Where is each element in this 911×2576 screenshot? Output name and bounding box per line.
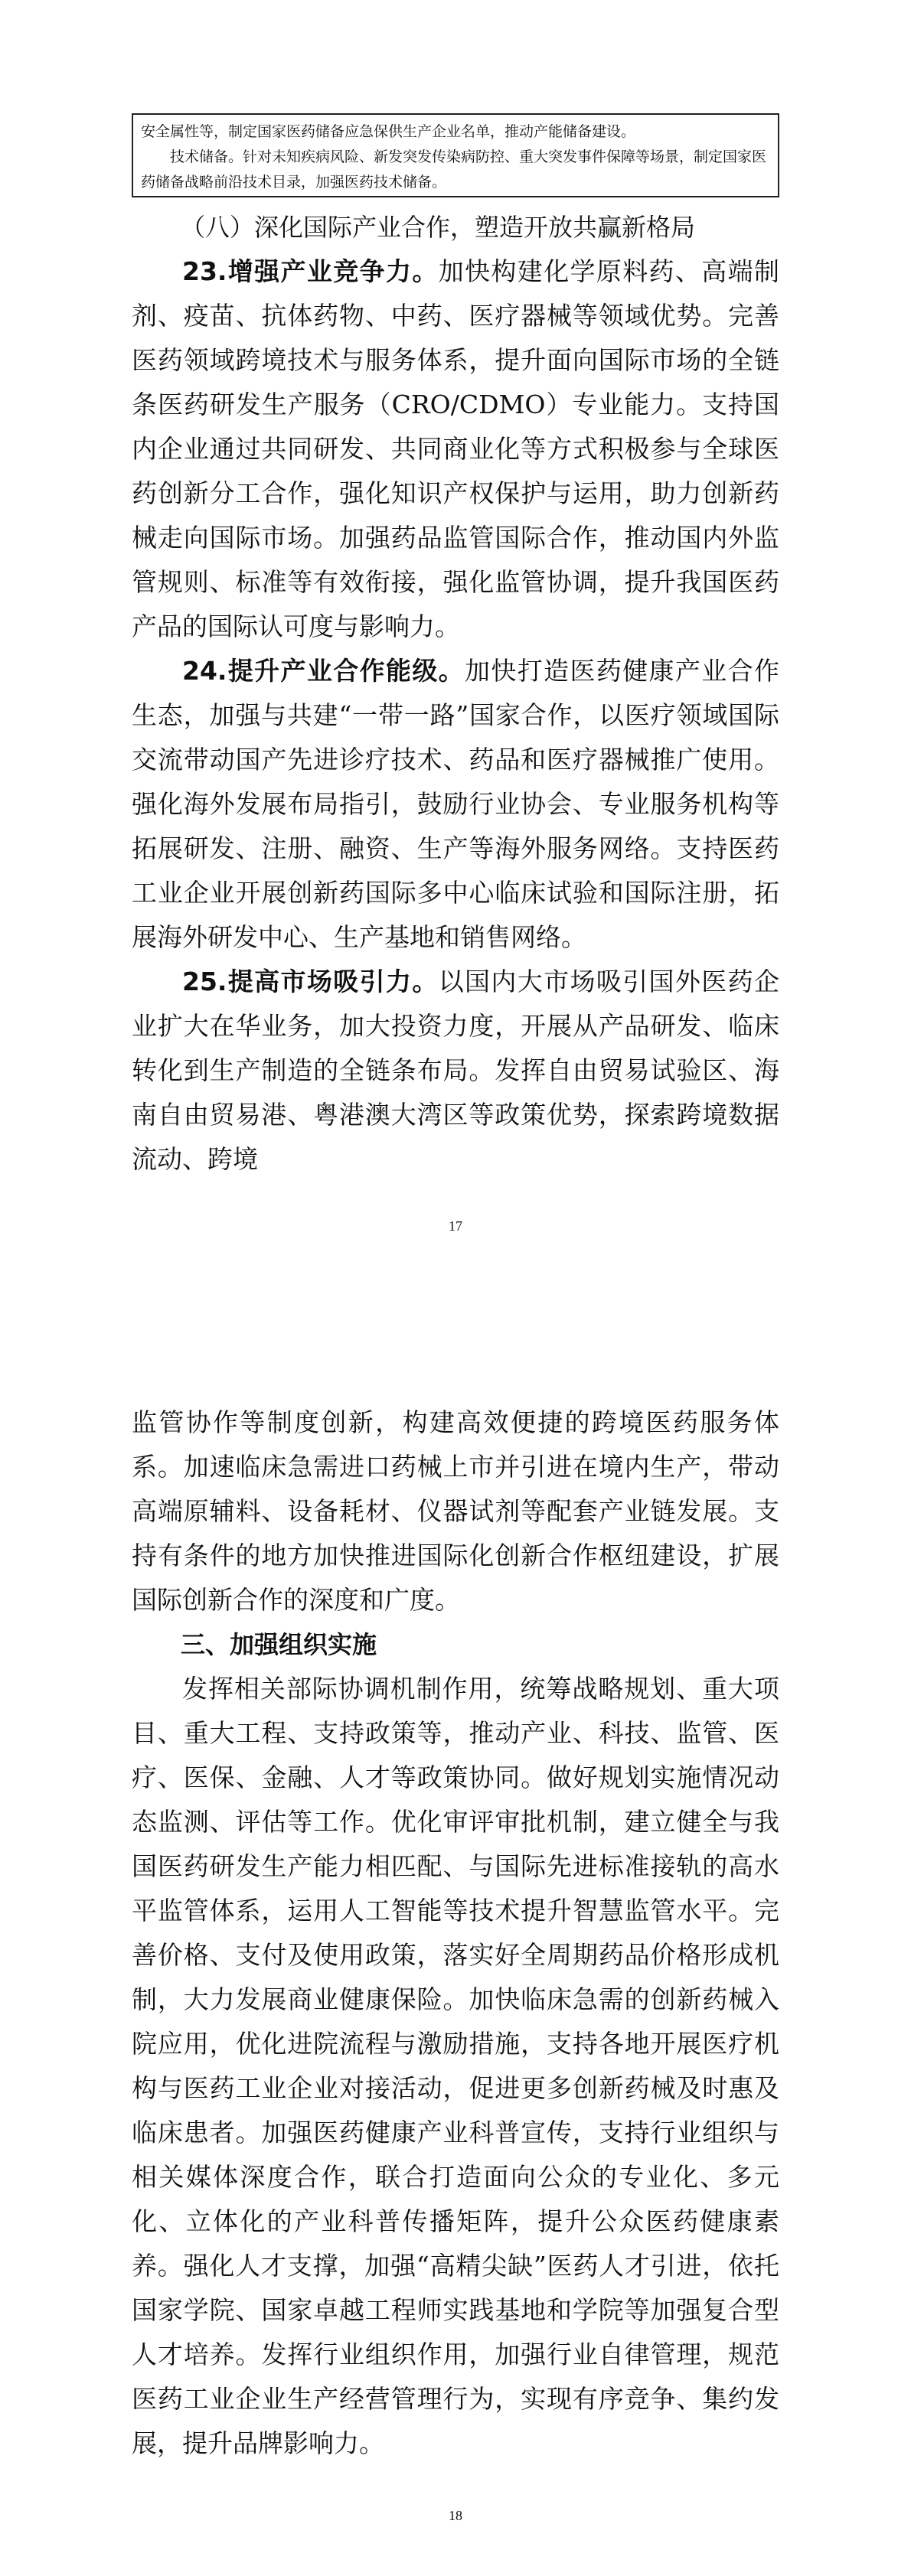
box-line-2-lead: 技术储备。 bbox=[170, 148, 243, 165]
boxed-note bbox=[132, 113, 779, 197]
item-25-text: 以国内大市场吸引国外医药企业扩大在华业务，加大投资力度，开展从产品研发、临床转化到生产制造的全链条布局。发挥自由贸易试验区、海南自由贸易港、粤港澳大湾区等政策优势，探索跨境数据流动、跨境 bbox=[132, 967, 779, 1174]
item-25 bbox=[132, 960, 779, 1182]
page-18 bbox=[0, 1288, 911, 2576]
box-line-1: 安全属性等，制定国家医药储备应急保供生产企业名单，推动产能储备建设。 bbox=[141, 123, 636, 140]
item-23-lead: 23.增强产业竞争力。 bbox=[182, 256, 439, 286]
section-heading-3: 三、加强组织实施 bbox=[181, 1630, 377, 1659]
page-number-18: 18 bbox=[449, 2508, 462, 2523]
item-24-lead: 24.提升产业合作能级。 bbox=[182, 656, 465, 686]
page-18-body bbox=[132, 1400, 779, 2466]
page-number-17: 17 bbox=[449, 1218, 462, 1234]
item-24 bbox=[132, 649, 779, 960]
implementation-paragraph: 发挥相关部际协调机制作用，统筹战略规划、重大项目、重大工程、支持政策等，推动产业、科技、监管、医疗、医保、金融、人才等政策协同。做好规划实施情况动态监测、评估等工作。优化审评审批机制，建立健全与我国医药研发生产能力相匹配、与国际先进标准接轨的高水平监管体系，运用人工智能等技术提升智慧监管水平。完善价格、支付及使用政策，落实好全周期药品价格形成机制，大力发展商业健康保险。加快临床急需的创新药械入院应用，优化进院流程与激励措施，支持各地开展医疗机构与医药工业企业对接活动，促进更多创新药械及时惠及临床患者。加强医药健康产业科普宣传，支持行业组织与相关媒体深度合作，联合打造面向公众的专业化、多元化、立体化的产业科普传播矩阵，提升公众医药健康素养。强化人才支撑，加强“高精尖缺”医药人才引进，依托国家学院、国家卓越工程师实践基地和学院等加强复合型人才培养。发挥行业组织作用，加强行业自律管理，规范医药工业企业生产经营管理行为，实现有序竞争、集约发展，提升品牌影响力。 bbox=[132, 1674, 779, 2458]
section-heading-8: （八）深化国际产业合作，塑造开放共赢新格局 bbox=[181, 213, 696, 242]
item-25-lead: 25.提高市场吸引力。 bbox=[182, 967, 439, 996]
item-23 bbox=[132, 249, 779, 649]
box-line-2-text: 针对未知疾病风险、新发突发传染病防控、重大突发事件保障等场景，制定国家医药储备战略前沿技术目录，加强医药技术储备。 bbox=[141, 148, 767, 191]
continuation-paragraph: 监管协作等制度创新，构建高效便捷的跨境医药服务体系。加速临床急需进口药械上市并引进在境内生产，带动高端原辅料、设备耗材、仪器试剂等配套产业链发展。支持有条件的地方加快推进国际化创新合作枢纽建设，扩展国际创新合作的深度和广度。 bbox=[132, 1407, 779, 1615]
page-17-body bbox=[132, 205, 779, 1182]
item-23-text: 加快构建化学原料药、高端制剂、疫苗、抗体药物、中药、医疗器械等领域优势。完善医药领域跨境技术与服务体系，提升面向国际市场的全链条医药研发生产服务（CRO/CDMO）专业能力。支持国内企业通过共同研发、共同商业化等方式积极参与全球医药创新分工合作，强化知识产权保护与运用，助力创新药械走向国际市场。加强药品监管国际合作，推动国内外监管规则、标准等有效衔接，强化监管协调，提升我国医药产品的国际认可度与影响力。 bbox=[132, 256, 779, 641]
item-24-text: 加快打造医药健康产业合作生态，加强与共建“一带一路”国家合作，以医疗领域国际交流带动国产先进诊疗技术、药品和医疗器械推广使用。强化海外发展布局指引，鼓励行业协会、专业服务机构等拓展研发、注册、融资、生产等海外服务网络。支持医药工业企业开展创新药国际多中心临床试验和国际注册，拓展海外研发中心、生产基地和销售网络。 bbox=[132, 656, 779, 952]
box-line-2 bbox=[141, 145, 770, 195]
